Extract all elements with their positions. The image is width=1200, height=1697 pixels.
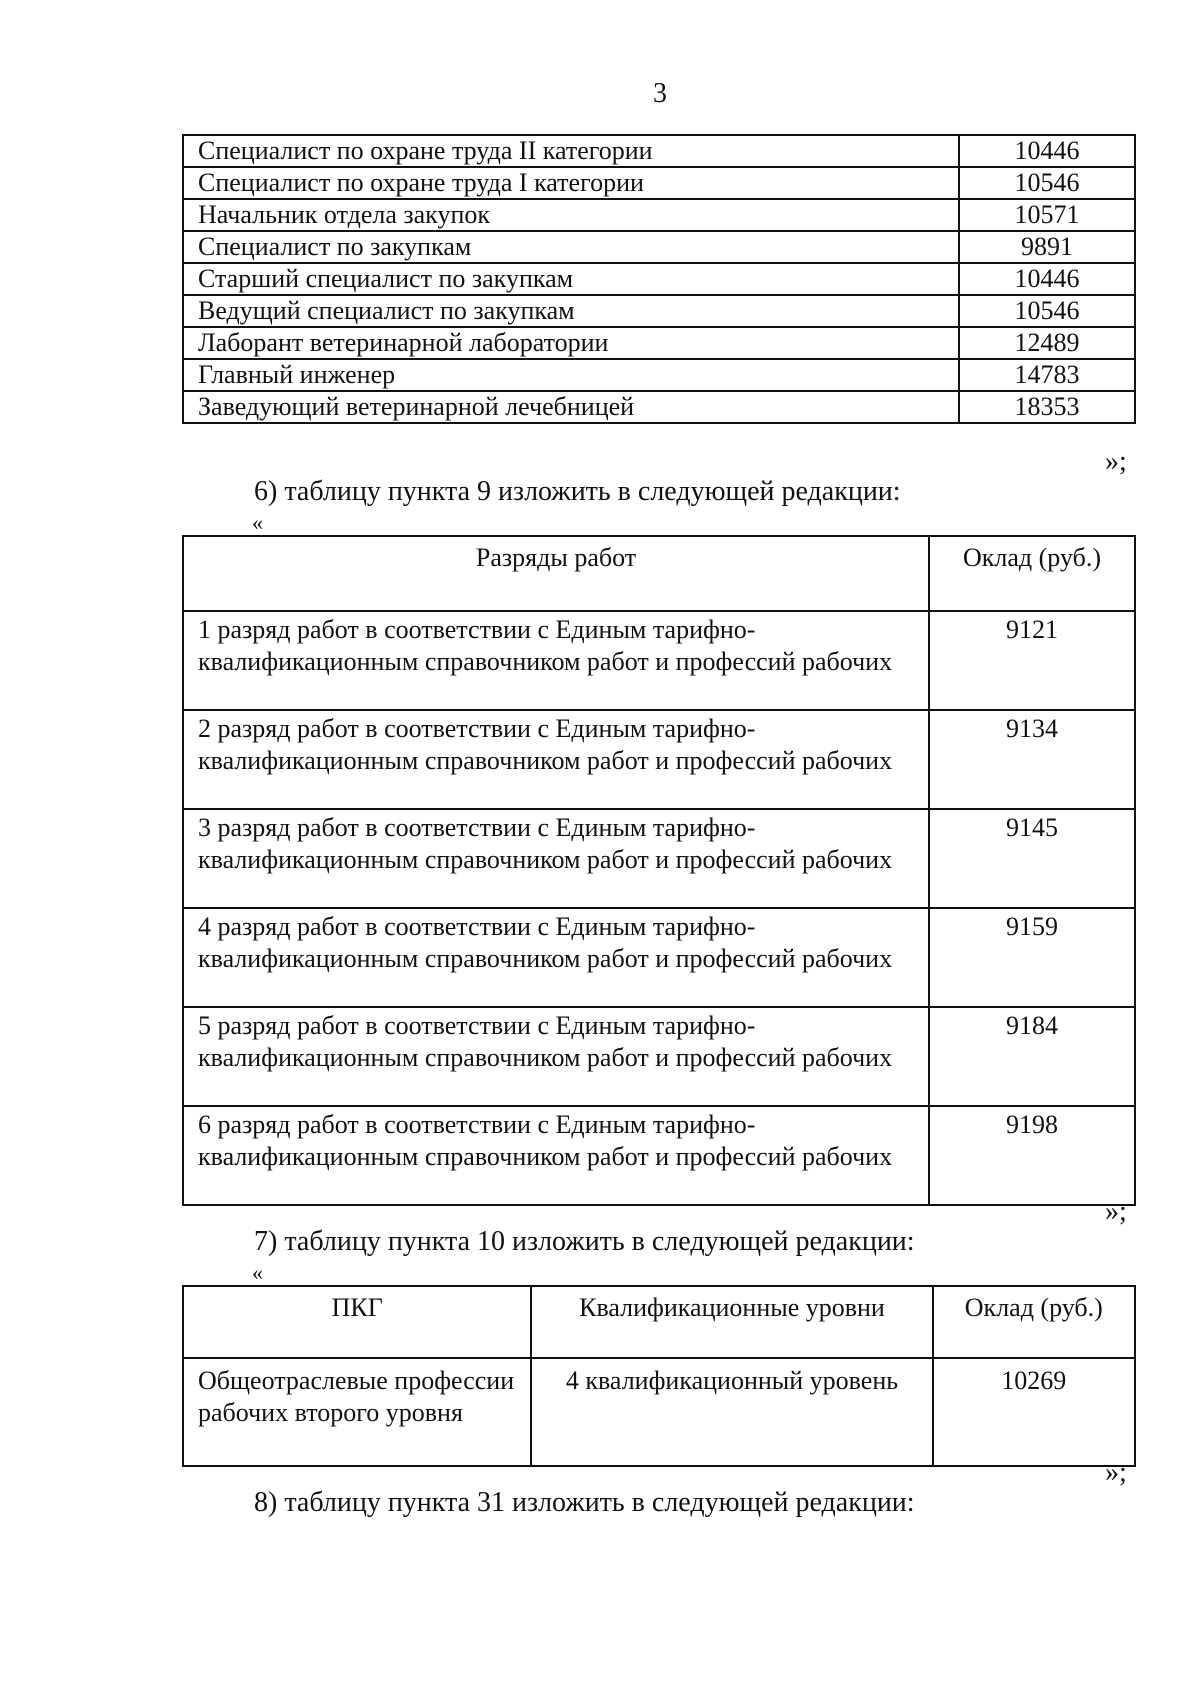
position-cell: Старший специалист по закупкам	[183, 263, 959, 295]
grade-cell: 1 разряд работ в соответствии с Единым тарифно-квалификационным справочником работ и профессий рабочих	[183, 611, 929, 710]
table-row	[183, 135, 1135, 167]
table-row	[183, 1007, 1135, 1106]
table-row	[183, 295, 1135, 327]
table2-header-row	[183, 536, 1135, 611]
paragraph-8: 8) таблицу пункта 31 изложить в следующей редакции:	[254, 1487, 915, 1518]
salary-cell: 10546	[959, 167, 1135, 199]
table-row	[183, 1106, 1135, 1205]
table2-opening-quote: «	[252, 510, 263, 535]
page-number: 3	[653, 78, 667, 109]
paragraph-7: 7) таблицу пункта 10 изложить в следующей редакции:	[254, 1226, 915, 1257]
salary-cell: 10571	[959, 199, 1135, 231]
grade-cell: 6 разряд работ в соответствии с Единым тарифно-квалификационным справочником работ и профессий рабочих	[183, 1106, 929, 1205]
table-row	[183, 908, 1135, 1007]
table-row	[183, 167, 1135, 199]
table3-header-salary: Оклад (руб.)	[933, 1286, 1135, 1358]
table-row	[183, 391, 1135, 423]
salary-cell: 9145	[929, 809, 1135, 908]
table-row	[183, 263, 1135, 295]
table3-opening-quote: «	[252, 1260, 263, 1285]
level-cell: 4 квалификационный уровень	[531, 1358, 932, 1466]
grade-cell: 5 разряд работ в соответствии с Единым тарифно-квалификационным справочником работ и профессий рабочих	[183, 1007, 929, 1106]
salary-cell: 9134	[929, 710, 1135, 809]
table2-header-grade: Разряды работ	[183, 536, 929, 611]
salary-cell: 10446	[959, 135, 1135, 167]
table1-closing-quote: »;	[1105, 446, 1127, 477]
positions-salary-table	[182, 134, 1136, 424]
table-row	[183, 611, 1135, 710]
position-cell: Специалист по закупкам	[183, 231, 959, 263]
position-cell: Главный инженер	[183, 359, 959, 391]
position-cell: Начальник отдела закупок	[183, 199, 959, 231]
salary-cell: 9121	[929, 611, 1135, 710]
work-grades-table	[182, 535, 1136, 1206]
table-row	[183, 1358, 1135, 1466]
salary-cell: 10269	[933, 1358, 1135, 1466]
pkg-qualification-table	[182, 1285, 1136, 1467]
table3-header-level: Квалификационные уровни	[531, 1286, 932, 1358]
salary-cell: 10446	[959, 263, 1135, 295]
pkg-cell: Общеотраслевые профессии рабочих второго уровня	[183, 1358, 531, 1466]
position-cell: Заведующий ветеринарной лечебницей	[183, 391, 959, 423]
table3-header-pkg: ПКГ	[183, 1286, 531, 1358]
position-cell: Специалист по охране труда I категории	[183, 167, 959, 199]
salary-cell: 9198	[929, 1106, 1135, 1205]
table2-header-salary: Оклад (руб.)	[929, 536, 1135, 611]
table2-closing-quote: »;	[1105, 1196, 1127, 1227]
table-row	[183, 327, 1135, 359]
salary-cell: 12489	[959, 327, 1135, 359]
salary-cell: 9159	[929, 908, 1135, 1007]
grade-cell: 3 разряд работ в соответствии с Единым тарифно-квалификационным справочником работ и профессий рабочих	[183, 809, 929, 908]
table-row	[183, 710, 1135, 809]
salary-cell: 10546	[959, 295, 1135, 327]
table3-header-row	[183, 1286, 1135, 1358]
table-row	[183, 809, 1135, 908]
table3-closing-quote: »;	[1105, 1457, 1127, 1488]
position-cell: Специалист по охране труда II категории	[183, 135, 959, 167]
salary-cell: 18353	[959, 391, 1135, 423]
table-row	[183, 231, 1135, 263]
table-row	[183, 359, 1135, 391]
salary-cell: 9184	[929, 1007, 1135, 1106]
salary-cell: 14783	[959, 359, 1135, 391]
position-cell: Ведущий специалист по закупкам	[183, 295, 959, 327]
position-cell: Лаборант ветеринарной лаборатории	[183, 327, 959, 359]
table-row	[183, 199, 1135, 231]
salary-cell: 9891	[959, 231, 1135, 263]
grade-cell: 4 разряд работ в соответствии с Единым тарифно-квалификационным справочником работ и профессий рабочих	[183, 908, 929, 1007]
grade-cell: 2 разряд работ в соответствии с Единым тарифно-квалификационным справочником работ и профессий рабочих	[183, 710, 929, 809]
paragraph-6: 6) таблицу пункта 9 изложить в следующей редакции:	[254, 476, 901, 507]
